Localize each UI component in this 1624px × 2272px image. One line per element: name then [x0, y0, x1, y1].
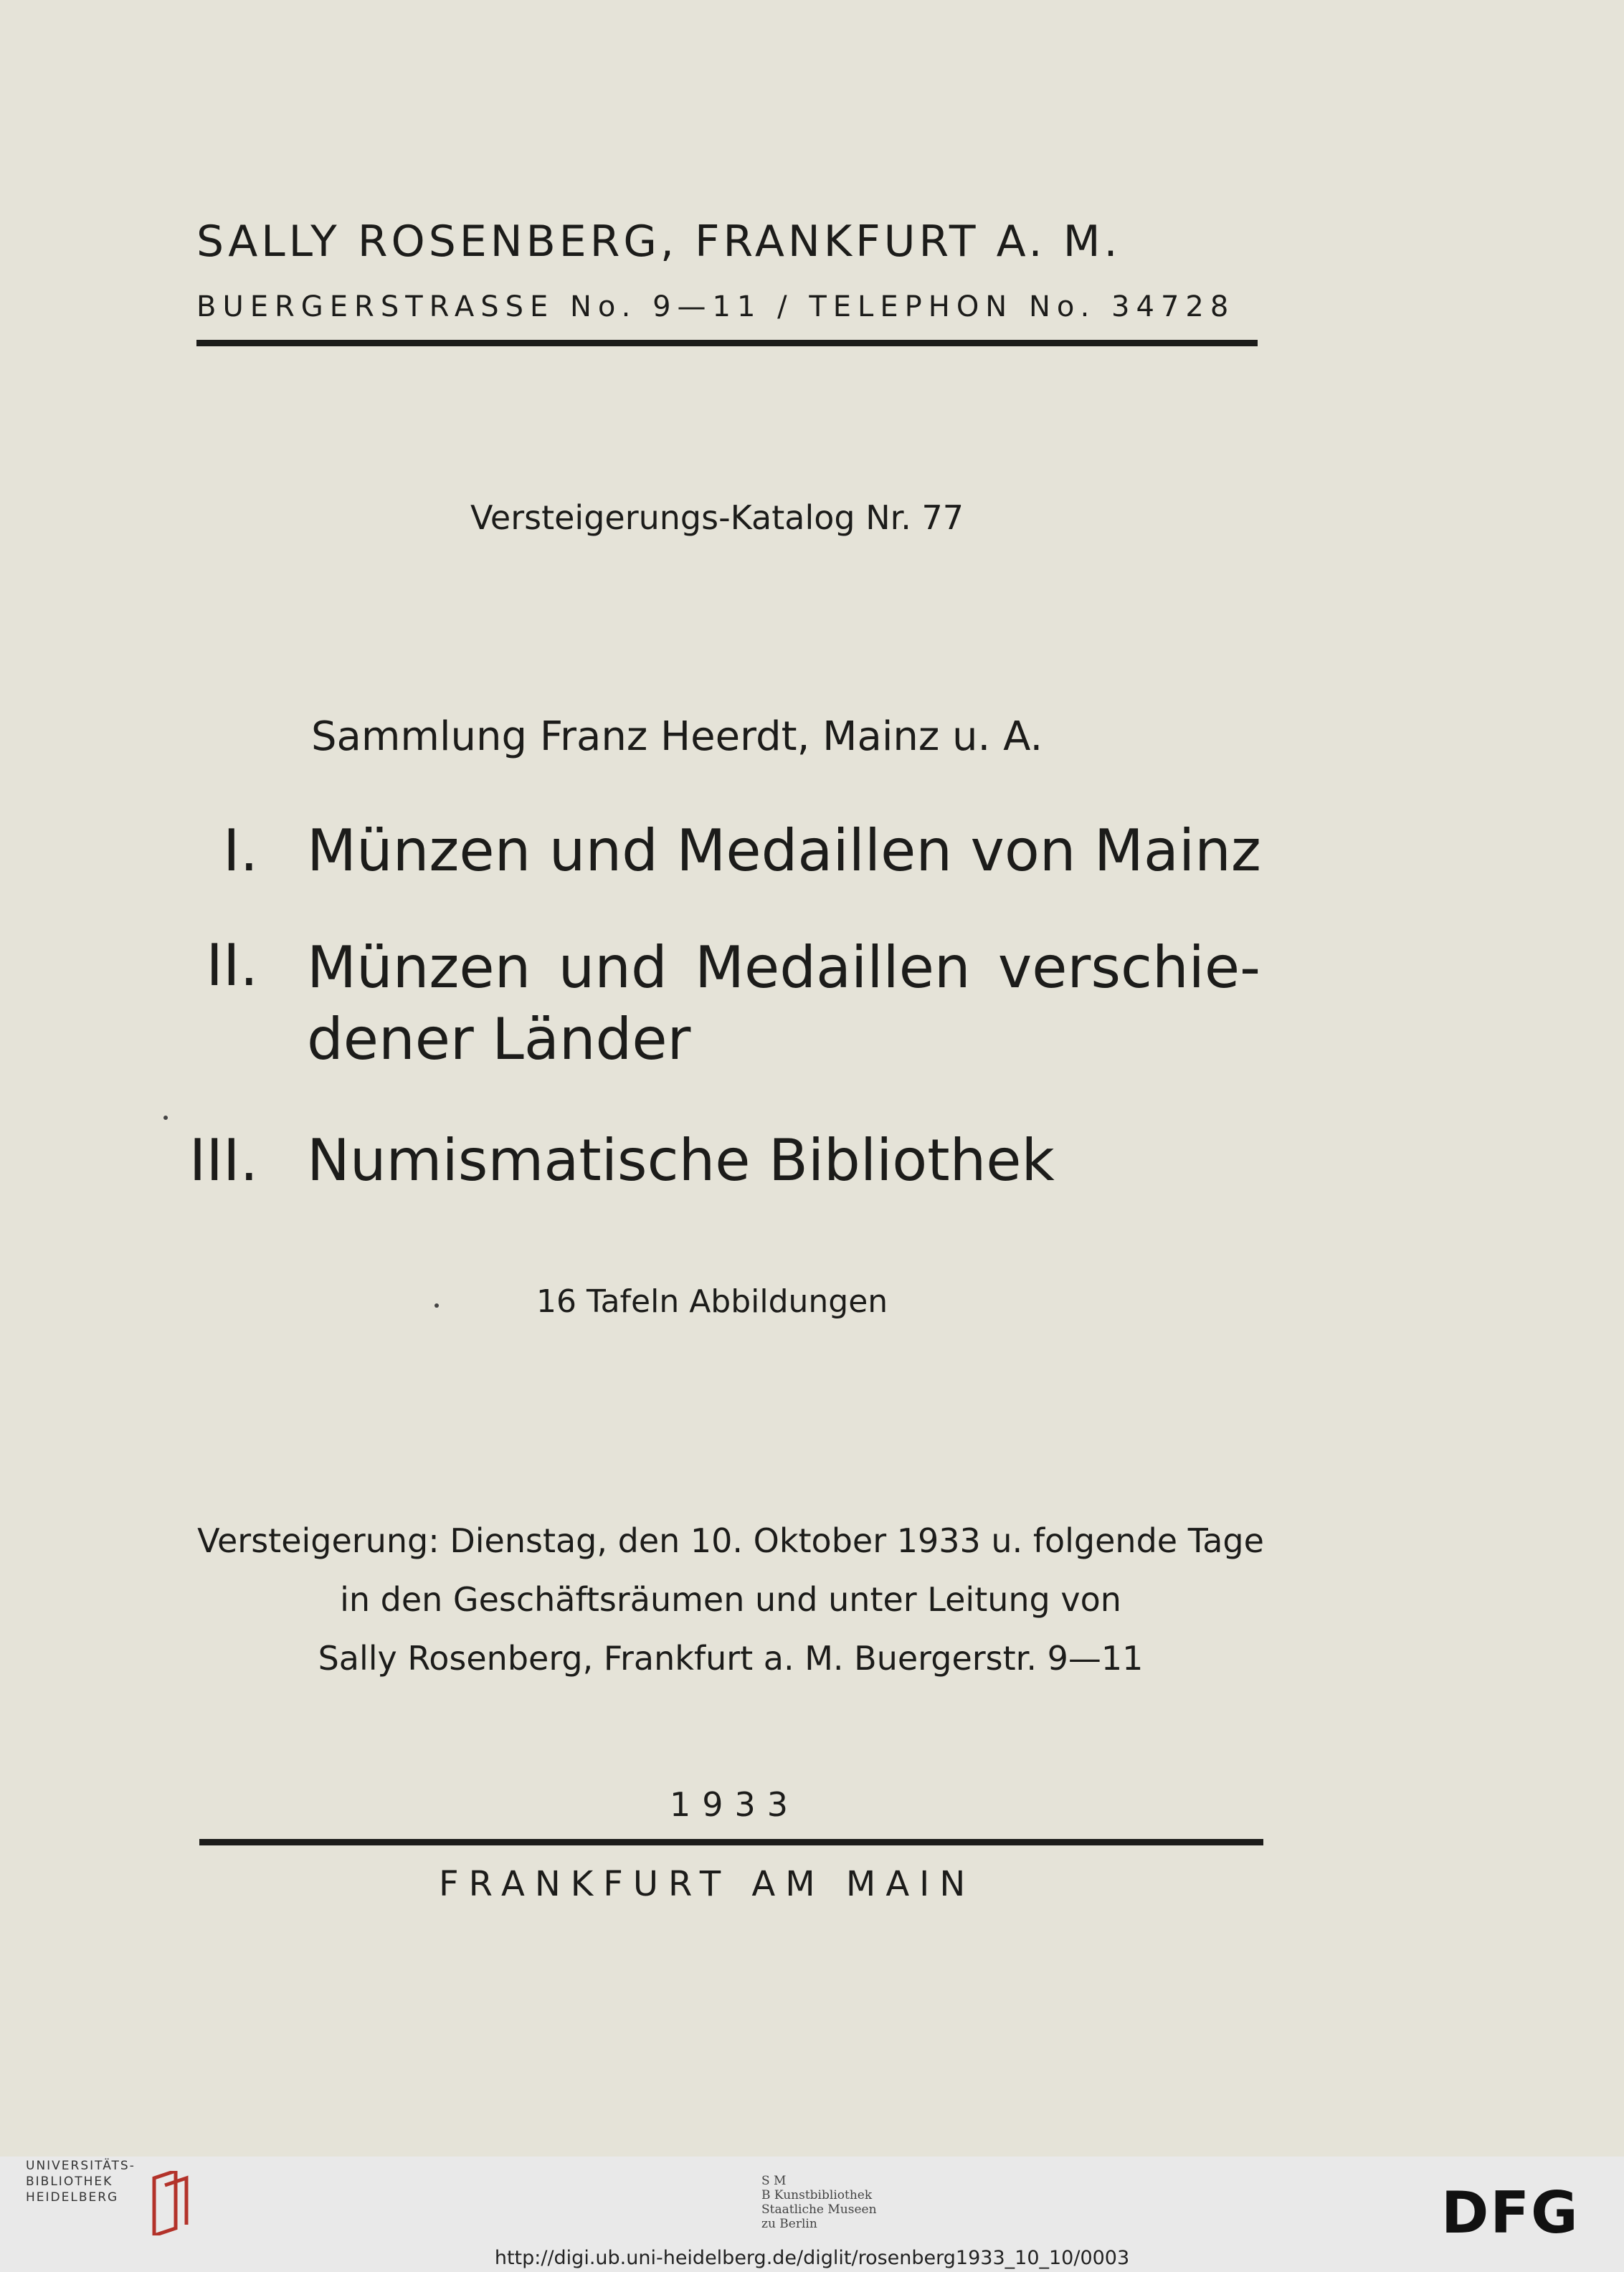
catalog-number: Versteigerungs-Katalog Nr. 77 [470, 498, 964, 537]
section-3-title: Numismatische Bibliothek [307, 1127, 1055, 1194]
publication-year: 1933 [670, 1785, 800, 1824]
bottom-rule [199, 1839, 1263, 1845]
publication-city: FRANKFURT AM MAIN [439, 1864, 976, 1904]
section-2-number: II. [206, 932, 258, 999]
section-2-title: Münzen und Medaillen verschie- dener Länder [307, 934, 1260, 1073]
speck-dot [435, 1303, 439, 1308]
smb-kunstbibliothek-label: S M B Kunstbibliothek Staatliche Museen zu Berlin [761, 2174, 877, 2231]
section-3-number: III. [189, 1127, 258, 1194]
ub-heidelberg-label: UNIVERSITÄTS- BIBLIOTHEK HEIDELBERG [26, 2159, 136, 2205]
collection-name: Sammlung Franz Heerdt, Mainz u. A. [311, 713, 1043, 760]
section-1-number: I. [222, 817, 258, 884]
source-url[interactable]: http://digi.ub.uni-heidelberg.de/diglit/rosenberg1933_10_10/0003 [494, 2247, 1130, 2269]
auction-line-1: Versteigerung: Dienstag, den 10. Oktober 1933 u. folgende Tage [197, 1521, 1264, 1560]
auction-line-3: Sally Rosenberg, Frankfurt a. M. Buergerstr. 9—11 [318, 1639, 1144, 1678]
ub-heidelberg-logo-icon[interactable] [147, 2171, 197, 2235]
dfg-logo[interactable]: DFG [1441, 2180, 1580, 2246]
section-1-title: Münzen und Medaillen von Mainz [307, 817, 1261, 884]
publisher-name: SALLY ROSENBERG, FRANKFURT A. M. [196, 217, 1121, 267]
plates-note: 16 Tafeln Abbildungen [536, 1283, 888, 1320]
auction-details [196, 1511, 1265, 1688]
top-rule [196, 340, 1258, 346]
speck-dot [163, 1116, 168, 1120]
publisher-address: BUERGERSTRASSE No. 9—11 / TELEPHON No. 34728 [196, 290, 1235, 323]
auction-line-2: in den Geschäftsräumen und unter Leitung von [340, 1580, 1121, 1619]
